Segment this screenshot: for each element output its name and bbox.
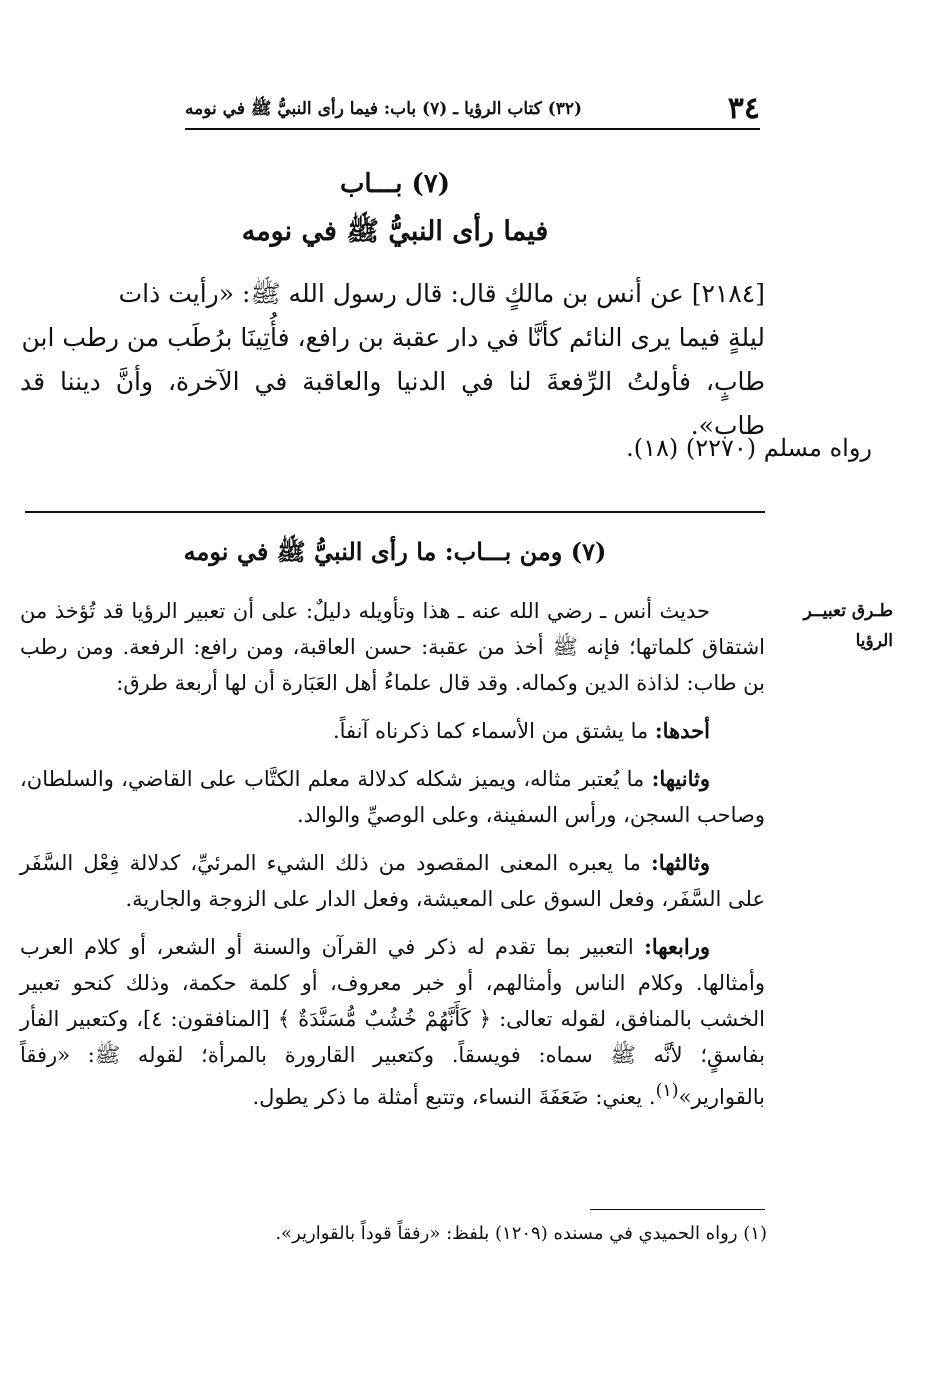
paragraph-text: ما يُعتبر مثاله، ويميز شكله كدلالة معلم الكتَّاب على القاضي، والسلطان، وصاحب السجن، ورأس السفينة، وعلى الوصيِّ والوالد.	[20, 767, 765, 827]
chapter-label: (٧) بـــاب	[339, 169, 451, 199]
section-divider	[25, 511, 765, 513]
paragraph-label: ورابعها:	[644, 934, 710, 959]
page-number: ٣٤	[727, 91, 760, 126]
footnote: (١) رواه الحميدي في مسنده (١٢٠٩) بلفظ: «رفقاً قوداً بالقوارير».	[275, 1223, 767, 1244]
hadith-line: ليلةٍ فيما يرى النائم كأنَّا في دار عقبة بن رافع، فأُتِينَا برُطَب من رطب ابن	[21, 323, 765, 352]
commentary-heading: (٧) ومن بـــاب: ما رأى النبيُّ ﷺ في نومه	[183, 537, 607, 566]
paragraph-label: وثانيها:	[651, 766, 710, 791]
margin-note-line: الرؤيا	[855, 631, 893, 651]
hadith-text	[20, 272, 765, 448]
margin-note-line: طـرق تعبيــر	[803, 601, 893, 621]
commentary-paragraph	[20, 929, 765, 1115]
running-header	[185, 92, 760, 126]
margin-note	[793, 596, 893, 656]
footnote-rule	[590, 1209, 765, 1210]
commentary-body	[20, 593, 765, 1115]
chapter-title: فيما رأى النبيُّ ﷺ في نومه	[241, 216, 549, 247]
paragraph-text: ما يشتق من الأسماء كما ذكرناه آنفاً.	[332, 719, 655, 743]
paragraph-text: التعبير بما تقدم له ذكر في القرآن والسنة أو الشعر، أو كلام العرب وأمثالها. وكلام الناس وأمثالهم، أو خبر معروف، أو كلمة حكمة، وذلك كنحو تعبير الخشب بالمنافق، لقوله تعالى: ﴿ كَأَنَّهُمْ خُشُبٌ مُّسَنَّدَةٌ ﴾ [المنافقون: ٤]، وكتعبير الفأر بفاسقٍ؛ لأنَّه ﷺ سماه: فويسقاً. وكتعبير القارورة بالمرأة؛ لقوله ﷺ: «رفقاً بالقوارير»	[20, 935, 765, 1109]
paragraph-label: أحدها:	[654, 718, 710, 743]
footnote-marker: (١)	[655, 1081, 679, 1101]
paragraph-text: ما يعبره المعنى المقصود من ذلك الشيء المرئيِّ، كدلالة فِعْل السَّفَر على السَّفَر، وفعل السوق على المعيشة، وفعل الدار على الزوجة والجارية.	[20, 851, 765, 911]
running-title: (٣٢) كتاب الرؤيا ـ (٧) باب: فيما رأى النبيُّ ﷺ في نومه	[185, 99, 583, 119]
hadith-line: [٢١٨٤] عن أنس بن مالكٍ قال: قال رسول الله ﷺ: «رأيت ذات	[118, 279, 765, 308]
paragraph-label: وثالثها:	[651, 850, 710, 875]
hadith-line: طابٍ، فأولتُ الرِّفعةَ لنا في الدنيا والعاقبة في الآخرة، وأنَّ ديننا قد طاب».	[20, 367, 765, 440]
commentary-paragraph	[20, 761, 765, 833]
commentary-paragraph	[20, 713, 765, 749]
commentary-paragraph	[20, 845, 765, 917]
header-rule	[185, 128, 760, 130]
paragraph-text: . يعني: ضَعَفَةَ النساء، وتتبع أمثلة ما ذكر يطول.	[252, 1085, 656, 1109]
hadith-source: رواه مسلم (٢٢٧٠) (١٨).	[626, 434, 872, 462]
commentary-intro: حديث أنس ـ رضي الله عنه ـ هذا وتأويله دليلٌ: على أن تعبير الرؤيا قد تُؤخذ من اشتقاق كلماتها؛ فإنه ﷺ أخذ من عقبة: حسن العاقبة، ومن رافع: الرفعة. ومن رطب بن طاب: لذاذة الدين وكماله. وقد قال علماءُ أهل العَبَارة أن لها أربعة طرق:	[20, 599, 765, 695]
